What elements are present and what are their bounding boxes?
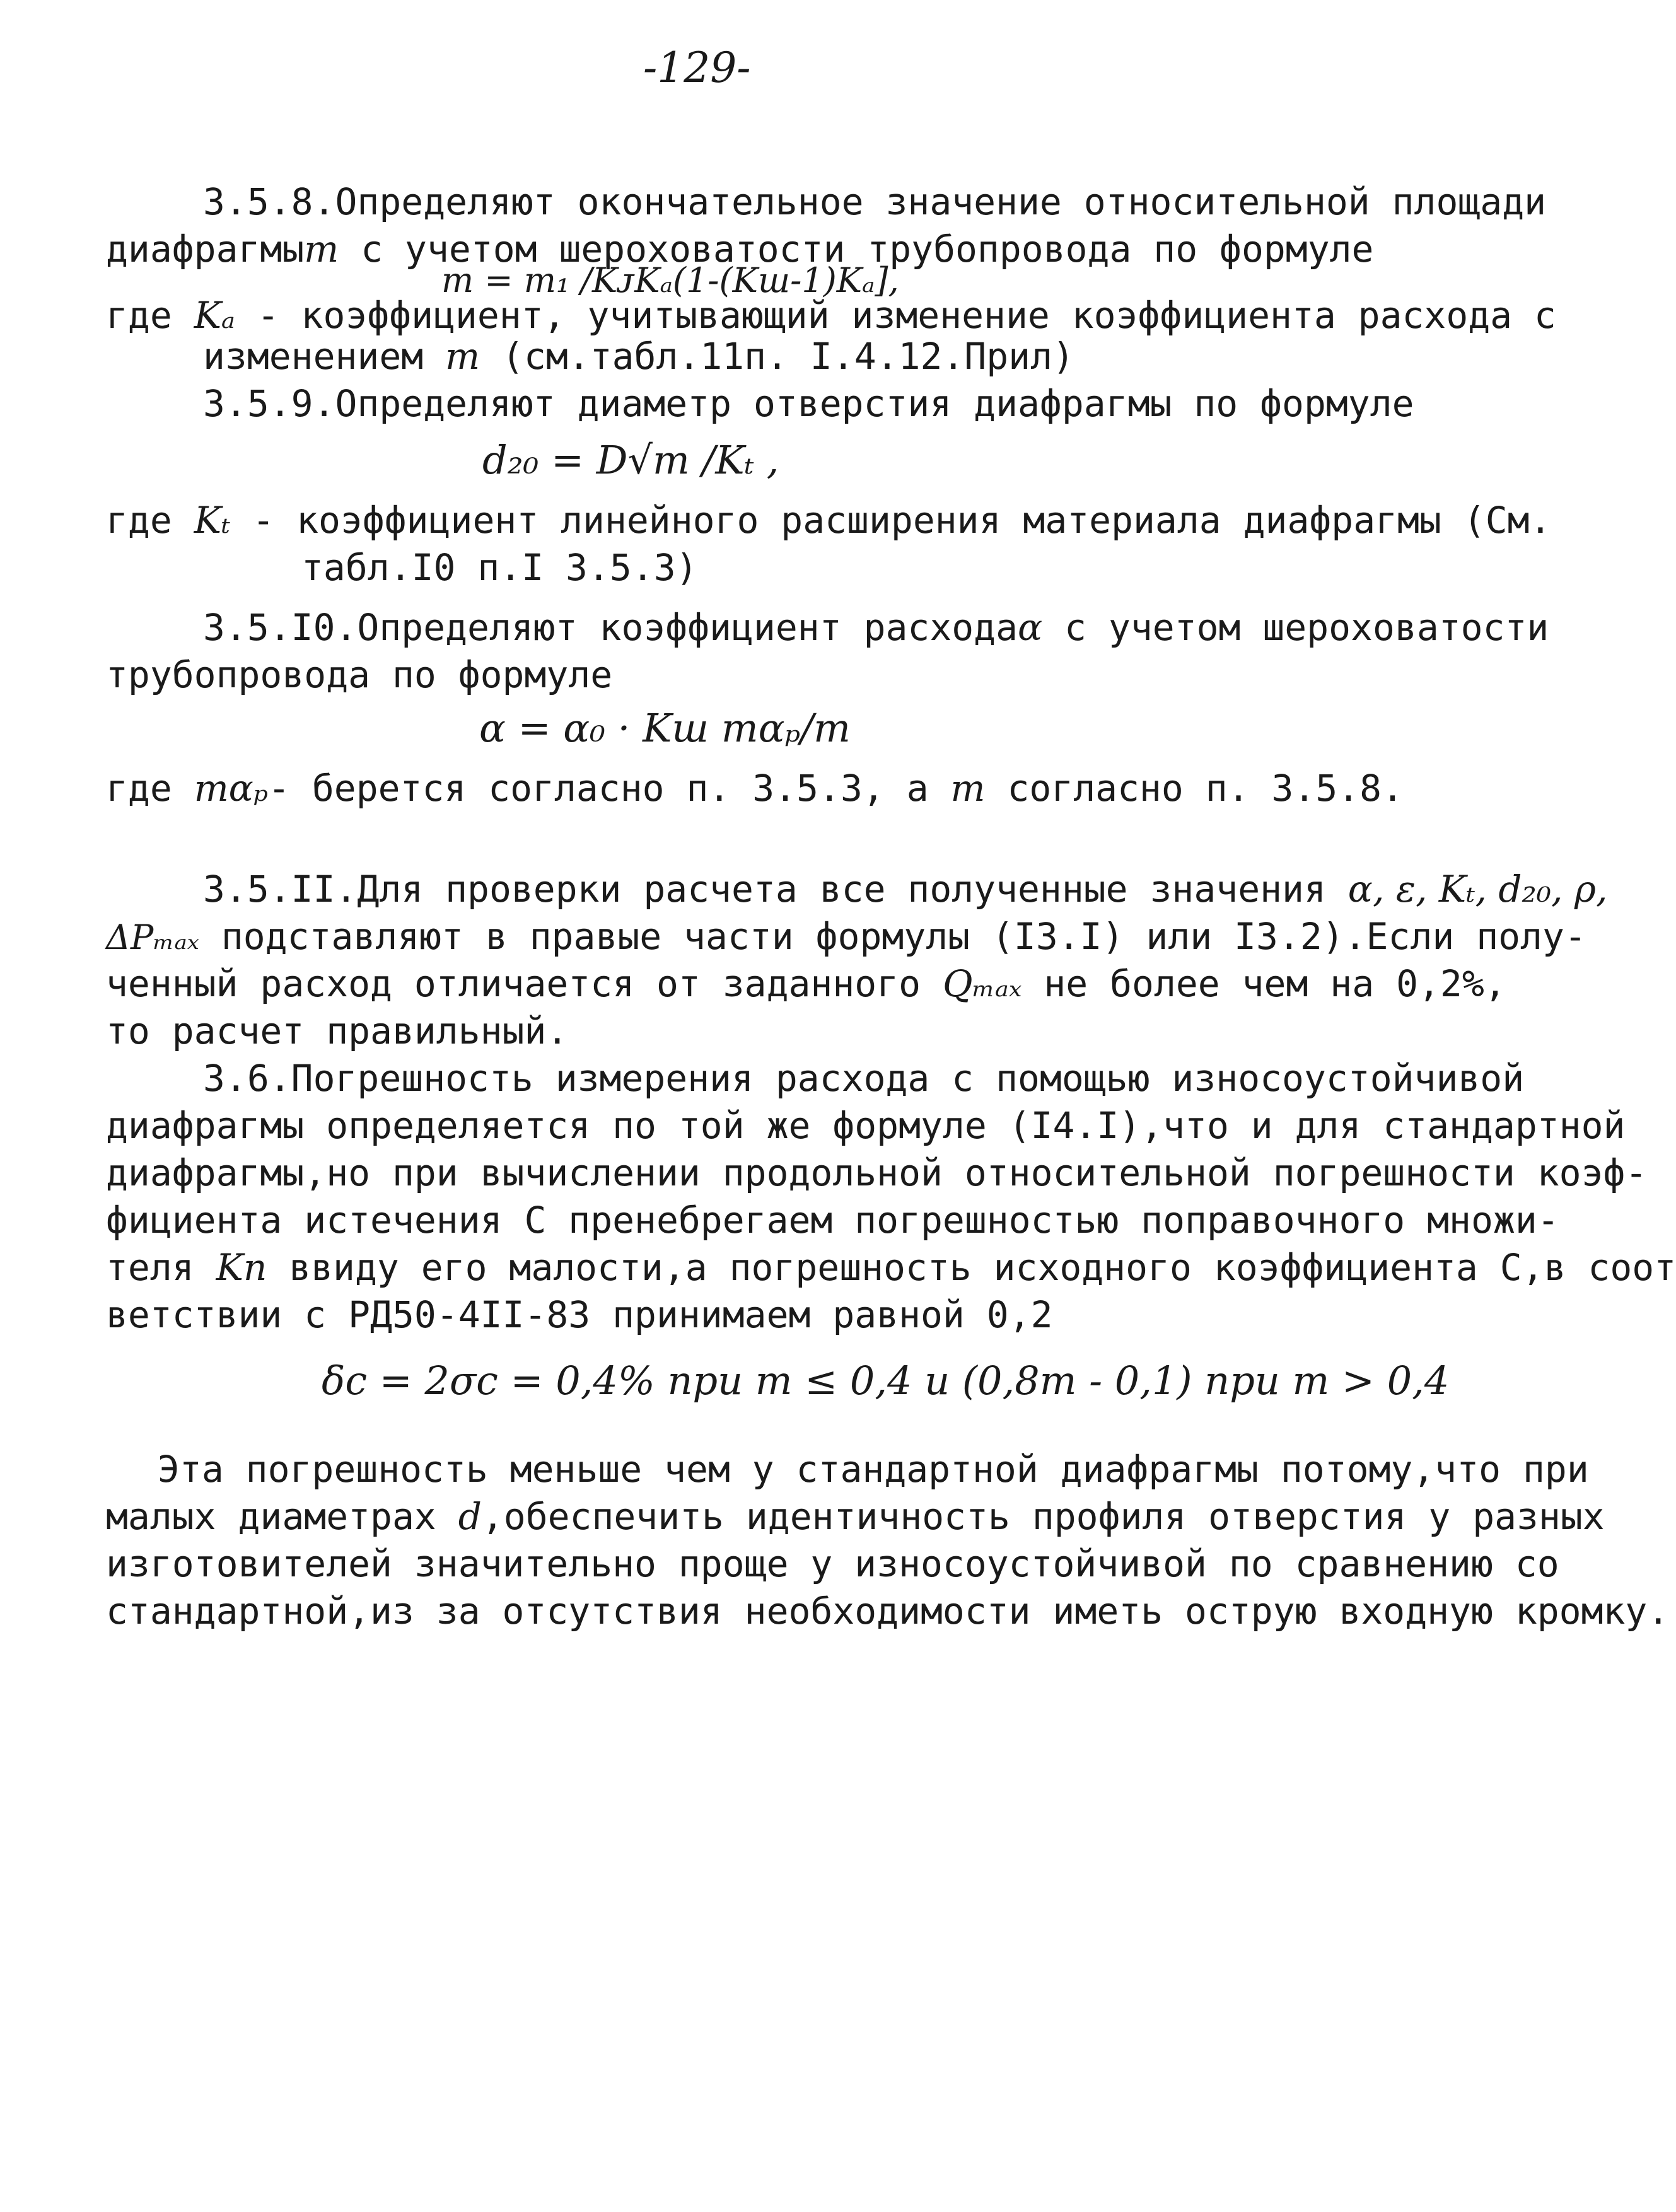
- s36-line-2: диафрагмы определяется по той же формуле (I4.I),что и для стандартной: [106, 1104, 1626, 1147]
- s3510-line-1: 3.5.I0.Определяют коэффициент расходаα с учетом шероховатости: [203, 606, 1549, 649]
- page-number: -129-: [643, 44, 751, 92]
- s3510-line-3: где mαₚ- берется согласно п. 3.5.3, а m согласно п. 3.5.8.: [106, 767, 1404, 810]
- s3511-line-3: ченный расход отличается от заданного Qₘₐₓ не более чем на 0,2%,: [106, 962, 1506, 1005]
- s3510-line-2: трубопровода по формуле: [106, 653, 613, 696]
- s36-line-5: теля Kп ввиду его малости,а погрешность исходного коэффициента С,в соот: [106, 1246, 1676, 1289]
- closing-line-3: изготовителей значительно проще у износоустойчивой по сравнению со: [106, 1542, 1559, 1585]
- s36-formula: δc = 2σc = 0,4% при m ≤ 0,4 и (0,8m - 0,1) при m > 0,4: [322, 1358, 1450, 1404]
- s358-formula: m = m₁ /KᴊKₐ(1-(Kш-1)Kₐ],: [441, 260, 899, 300]
- s36-line-6: ветствии с РД50-4II-83 принимаем равной 0,2: [106, 1293, 1053, 1336]
- s358-line-4: изменением m (см.табл.11п. I.4.12.Прил): [203, 335, 1074, 378]
- symbol-m: m: [304, 228, 339, 271]
- s36-line-4: фициента истечения С пренебрегаем погрешностью поправочного множи-: [106, 1199, 1559, 1242]
- s3511-line-1: 3.5.II.Для проверки расчета все полученные значения α, ε, Kₜ, d₂₀, ρ,: [203, 868, 1608, 911]
- s359-line-3: табл.I0 п.I 3.5.3): [301, 546, 698, 589]
- s359-line-2: где Kₜ - коэффициент линейного расширения материала диафрагмы (См.: [106, 499, 1552, 542]
- s3511-line-4: то расчет правильный.: [106, 1010, 569, 1052]
- s358-line-2: диафрагмыm с учетом шероховатости трубопровода по формуле: [106, 228, 1374, 271]
- s36-line-3: диафрагмы,но при вычислении продольной относительной погрешности коэф-: [106, 1151, 1648, 1194]
- closing-line-4: стандартной,из за отсутствия необходимости иметь острую входную кромку.: [106, 1590, 1670, 1633]
- s3510-formula: α = α₀ · Kш mαₚ/m: [479, 705, 851, 751]
- closing-line-2: малых диаметрах d,обеспечить идентичность профиля отверстия у разных: [106, 1495, 1605, 1538]
- s358-line-1: 3.5.8.Определяют окончательное значение относительной площади: [203, 180, 1547, 223]
- closing-line-1: Эта погрешность меньше чем у стандартной диафрагмы потому,что при: [158, 1448, 1589, 1491]
- s3511-line-2: ΔPₘₐₓ подставляют в правые части формулы (I3.I) или I3.2).Если полу-: [106, 915, 1586, 958]
- s359-formula: d₂₀ = D√m /Kₜ ,: [482, 437, 779, 483]
- s36-line-1: 3.6.Погрешность измерения расхода с помощью износоустойчивой: [203, 1057, 1525, 1100]
- s359-line-1: 3.5.9.Определяют диаметр отверстия диафрагмы по формуле: [203, 382, 1414, 425]
- s358-line-3: где Kₐ - коэффициент, учитывающий изменение коэффициента расхода с: [106, 294, 1556, 337]
